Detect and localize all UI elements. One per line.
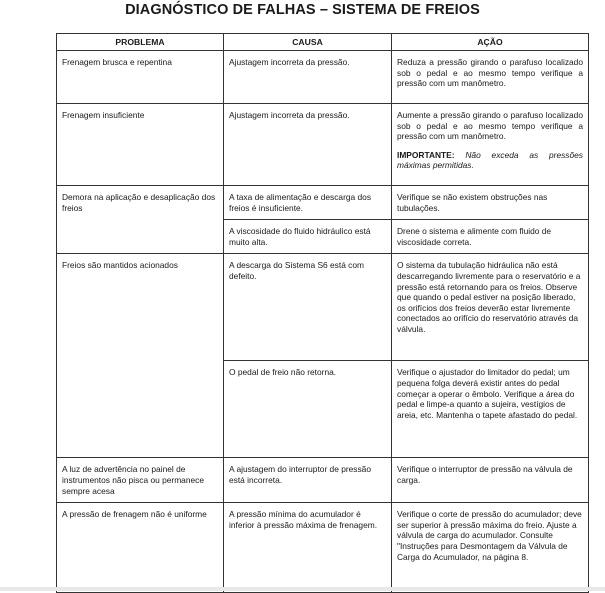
cause-cell: Ajustagem incorreta da pressão. — [224, 104, 392, 186]
action-text: Aumente a pressão girando o parafuso localizado sob o pedal e ao mesmo tempo verifique a pressão com um manômetro. — [397, 110, 583, 142]
cause-cell: A pressão mínima do acumulador é inferior à pressão máxima de frenagem. — [224, 503, 392, 593]
problem-cell: Frenagem insuficiente — [57, 104, 224, 186]
table-row — [57, 104, 589, 186]
action-cell: Drene o sistema e alimente com fluido de viscosidade correta. — [392, 220, 589, 254]
header-problem: PROBLEMA — [57, 34, 224, 51]
cause-cell: A ajustagem do interruptor de pressão está incorreta. — [224, 458, 392, 503]
table-row — [57, 503, 589, 593]
header-cause: CAUSA — [224, 34, 392, 51]
important-text: Não exceda as pressões máximas permitidas. — [397, 149, 583, 171]
important-note — [397, 150, 583, 171]
cause-cell: A taxa de alimentação e descarga dos freios é insuficiente. — [224, 186, 392, 220]
problem-cell: A luz de advertência no painel de instrumentos não pisca ou permanece sempre acesa — [57, 458, 224, 503]
problem-cell: A pressão de frenagem não é uniforme — [57, 503, 224, 593]
table-row — [57, 186, 589, 220]
problem-cell: Freios são mantidos acionados — [57, 254, 224, 458]
action-cell: Verifique se não existem obstruções nas tubulações. — [392, 186, 589, 220]
cause-cell: A descarga do Sistema S6 está com defeito. — [224, 254, 392, 361]
action-cell: Reduza a pressão girando o parafuso localizado sob o pedal e ao mesmo tempo verifique a pressão com um manômetro. — [392, 51, 589, 104]
cause-cell: A viscosidade do fluido hidráulico está muito alta. — [224, 220, 392, 254]
header-action: AÇÃO — [392, 34, 589, 51]
table-header-row — [57, 34, 589, 51]
problem-cell: Frenagem brusca e repentina — [57, 51, 224, 104]
action-cell: Verifique o interruptor de pressão na válvula de carga. — [392, 458, 589, 503]
table-row — [57, 254, 589, 361]
action-cell: Verifique o ajustador do limitador do pedal; um pequena folga deverá existir antes do pedal começar a operar o êmbolo. Verifique a área do pedal e limpe-a quanto a sujeira, vestígios de areia, etc. Mantenha o tapete afastado do pedal. — [392, 361, 589, 458]
important-label: IMPORTANTE: — [397, 149, 455, 160]
cause-cell: Ajustagem incorreta da pressão. — [224, 51, 392, 104]
table-row — [57, 51, 589, 104]
page-title: DIAGNÓSTICO DE FALHAS – SISTEMA DE FREIOS — [125, 2, 480, 18]
table-row — [57, 458, 589, 503]
action-cell — [392, 104, 589, 186]
page-bottom-edge — [0, 587, 605, 591]
action-cell: O sistema da tubulação hidráulica não está descarregando livremente para o reservatório e a pressão está retornando para os freios. Observe que quando o pedal estiver na posição liberado, os orifícios dos freios deverão estar livremente conectados ao orifício do reservatório através da válvula. — [392, 254, 589, 361]
troubleshooting-table — [56, 33, 589, 593]
action-cell: Verifique o corte de pressão do acumulador; deve ser superior à pressão máxima do freio. Ajuste a válvula de carga do acumulador. Consulte "Instruções para Desmontagem da Válvula de Carga do Acumulador, na página 8. — [392, 503, 589, 593]
problem-cell: Demora na aplicação e desaplicação dos freios — [57, 186, 224, 254]
cause-cell: O pedal de freio não retorna. — [224, 361, 392, 458]
